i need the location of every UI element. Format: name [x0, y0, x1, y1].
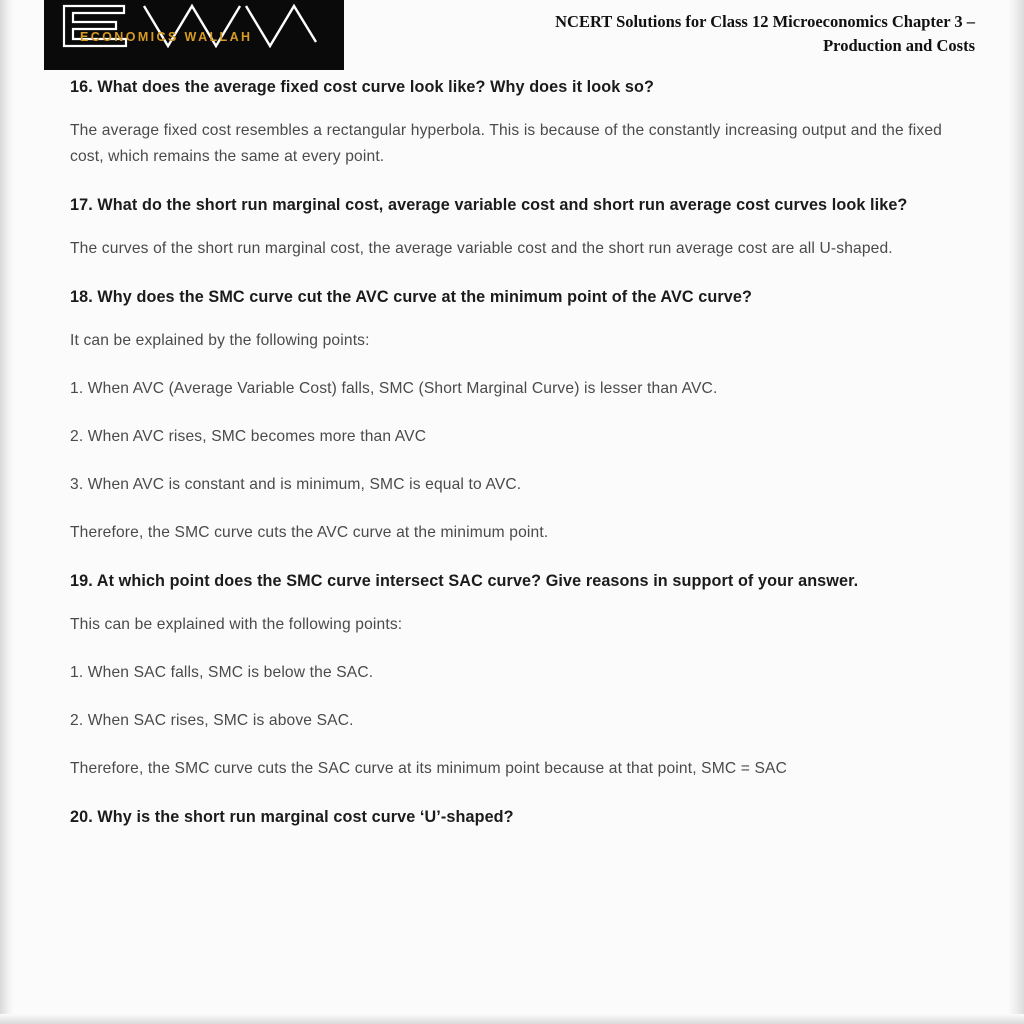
- question-heading: 20. Why is the short run marginal cost curve ‘U’-shaped?: [70, 808, 514, 826]
- question-heading: 18. Why does the SMC curve cut the AVC curve at the minimum point of the AVC curve?: [70, 288, 752, 306]
- answer-paragraph: 1. When AVC (Average Variable Cost) falls, SMC (Short Marginal Curve) is lesser than AVC.: [70, 380, 718, 397]
- answer-paragraph: Therefore, the SMC curve cuts the SAC curve at its minimum point because at that point, SMC = SAC: [70, 760, 787, 777]
- question-heading: 16. What does the average fixed cost curve look like? Why does it look so?: [70, 78, 655, 96]
- document-body: [70, 74, 942, 848]
- answer-paragraph: This can be explained with the following points:: [70, 616, 403, 633]
- answer-paragraph: 2. When AVC rises, SMC becomes more than AVC: [70, 428, 427, 445]
- page-title-line-2: Production and Costs: [823, 36, 975, 55]
- page-title-line-1: NCERT Solutions for Class 12 Microeconomics Chapter 3 –: [555, 12, 975, 31]
- answer-paragraph: The curves of the short run marginal cost, the average variable cost and the short run average cost are all U-shaped.: [70, 240, 893, 257]
- question-heading: 19. At which point does the SMC curve intersect SAC curve? Give reasons in support of your answer.: [70, 572, 859, 590]
- question-heading: 17. What do the short run marginal cost, average variable cost and short run average cost curves look like?: [70, 196, 908, 214]
- page-edge-left-shadow: [0, 0, 14, 1024]
- page-edge-right-shadow: [1008, 0, 1024, 1024]
- logo: [44, 0, 344, 70]
- answer-paragraph: 1. When SAC falls, SMC is below the SAC.: [70, 664, 374, 681]
- page-edge-bottom-shadow: [0, 1014, 1024, 1024]
- answer-paragraph: 2. When SAC rises, SMC is above SAC.: [70, 712, 354, 729]
- document-header: [0, 0, 1024, 72]
- answer-paragraph: Therefore, the SMC curve cuts the AVC curve at the minimum point.: [70, 524, 549, 541]
- page-title: [360, 10, 975, 58]
- answer-paragraph: It can be explained by the following points:: [70, 332, 370, 349]
- answer-paragraph: The average fixed cost resembles a rectangular hyperbola. This is because of the constantly increasing output and the fixed cost, which remains the same at every point.: [70, 122, 942, 165]
- answer-paragraph: 3. When AVC is constant and is minimum, SMC is equal to AVC.: [70, 476, 522, 493]
- logo-subtitle: ECONOMICS WALLAH: [80, 30, 253, 44]
